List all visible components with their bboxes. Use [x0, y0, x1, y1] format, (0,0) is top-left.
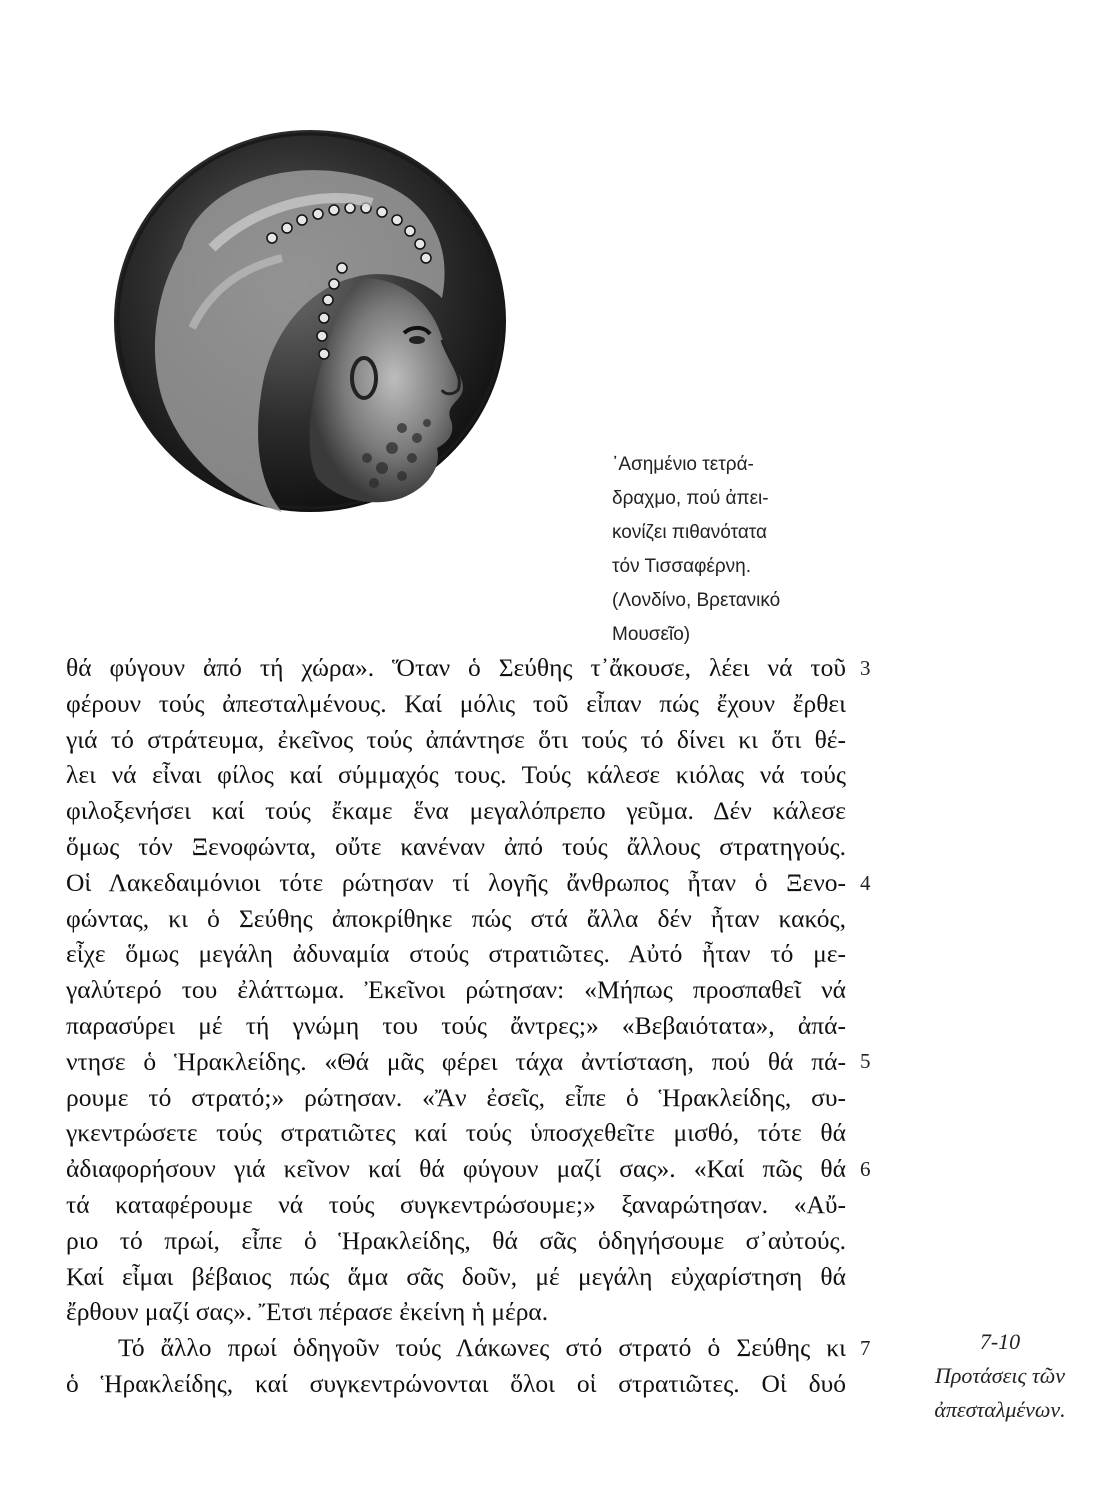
- text-line: ντησε ὁ Ἡρακλείδης. «Θά μᾶς φέρει τάχα ἀντίσταση, πού θά πά-: [66, 1046, 846, 1076]
- caption-line: δραχμο, πού ἀπει-: [612, 488, 769, 509]
- coin-image: [112, 128, 508, 514]
- caption-line: Μουσεῖο): [612, 624, 691, 645]
- text-line: ἀδιαφορήσουν γιά κεῖνον καί θά φύγουν μαζί σας». «Καί πῶς θά: [66, 1154, 846, 1184]
- text-line: γαλύτερό του ἐλάττωμα. Ἐκεῖνοι ρώτησαν: «Μήπως προσπαθεῖ νά: [66, 975, 846, 1005]
- caption-line: (Λονδίνο, Βρετανικό: [612, 590, 781, 611]
- text-line: λει νά εἶναι φίλος καί σύμμαχός τους. Τούς κάλεσε κιόλας νά τούς: [66, 760, 846, 790]
- line-number: 3: [860, 656, 871, 680]
- line-number: 5: [860, 1049, 871, 1073]
- text-line: Οἱ Λακεδαιμόνιοι τότε ρώτησαν τί λογῆς ἄνθρωπος ἦταν ὁ Ξενο-: [66, 867, 846, 897]
- caption-line: κονίζει πιθανότατα: [612, 522, 768, 543]
- text-line: ριο τό πρωί, εἶπε ὁ Ἡρακλείδης, θά σᾶς ὁδηγήσουμε σ᾿αὐτούς.: [66, 1225, 846, 1255]
- text-line: γκεντρώσετε τούς στρατιῶτες καί τούς ὑποσχεθεῖτε μισθό, τότε θά: [66, 1118, 846, 1148]
- text-line: εἶχε ὅμως μεγάλη ἀδυναμία στούς στρατιῶτες. Αὐτό ἦταν τό με-: [66, 939, 846, 969]
- text-line: Τό ἄλλο πρωί ὁδηγοῦν τούς Λάκωνες στό στρατό ὁ Σεύθης κι: [118, 1333, 846, 1363]
- text-line: ὅμως τόν Ξενοφώντα, οὔτε κανέναν ἀπό τούς ἄλλους στρατηγούς.: [66, 831, 846, 861]
- text-line: ὁ Ἡρακλείδης, καί συγκεντρώνονται ὅλοι οἱ στρατιῶτες. Οἱ δυό: [66, 1368, 846, 1398]
- line-number: 7: [860, 1336, 871, 1360]
- text-line: παρασύρει μέ τή γνώμη του τούς ἄντρες;» «Βεβαιότατα», ἀπά-: [66, 1010, 846, 1040]
- caption-line: τόν Τισσαφέρνη.: [612, 556, 752, 577]
- margin-note: [905, 1325, 1095, 1427]
- margin-note-line: ἀπεσταλμένων.: [934, 1397, 1066, 1422]
- text-line: γιά τό στράτευμα, ἐκεῖνος τούς ἀπάντησε ὅτι τούς τό δίνει κι ὅτι θέ-: [66, 724, 846, 754]
- text-line: ρουμε τό στρατό;» ρώτησαν. «Ἄν ἐσεῖς, εἶπε ὁ Ἡρακλείδης, συ-: [66, 1082, 846, 1112]
- text-line: Καί εἶμαι βέβαιος πώς ἅμα σᾶς δοῦν, μέ μεγάλη εὐχαρίστηση θά: [66, 1261, 846, 1291]
- text-line: θά φύγουν ἀπό τή χώρα». Ὅταν ὁ Σεύθης τ᾿ἄκουσε, λέει νά τοῦ: [66, 653, 846, 682]
- margin-note-line: Προτάσεις τῶν: [934, 1363, 1066, 1388]
- text-line: φώντας, κι ὁ Σεύθης ἀποκρίθηκε πώς στά ἄλλα δέν ἦταν κακός,: [66, 903, 846, 933]
- text-line: φέρουν τούς ἀπεσταλμένους. Καί μόλις τοῦ εἶπαν πώς ἔχουν ἔρθει: [66, 688, 846, 718]
- line-number: 6: [860, 1157, 871, 1181]
- margin-note-range: 7-10: [979, 1329, 1021, 1354]
- caption-line: ᾿Ασημένιο τετρά-: [612, 454, 754, 475]
- body-text: [66, 650, 846, 1402]
- text-line: ἔρθουν μαζί σας». Ἔτσι πέρασε ἐκείνη ἡ μέρα.: [66, 1297, 549, 1327]
- text-line: φιλοξενήσει καί τούς ἔκαμε ἕνα μεγαλόπρεπο γεῦμα. Δέν κάλεσε: [66, 796, 846, 826]
- text-line: τά καταφέρουμε νά τούς συγκεντρώσουμε;» ξαναρώτησαν. «Αὔ-: [66, 1189, 846, 1219]
- figure-caption: [612, 448, 852, 652]
- line-number: 4: [860, 871, 871, 895]
